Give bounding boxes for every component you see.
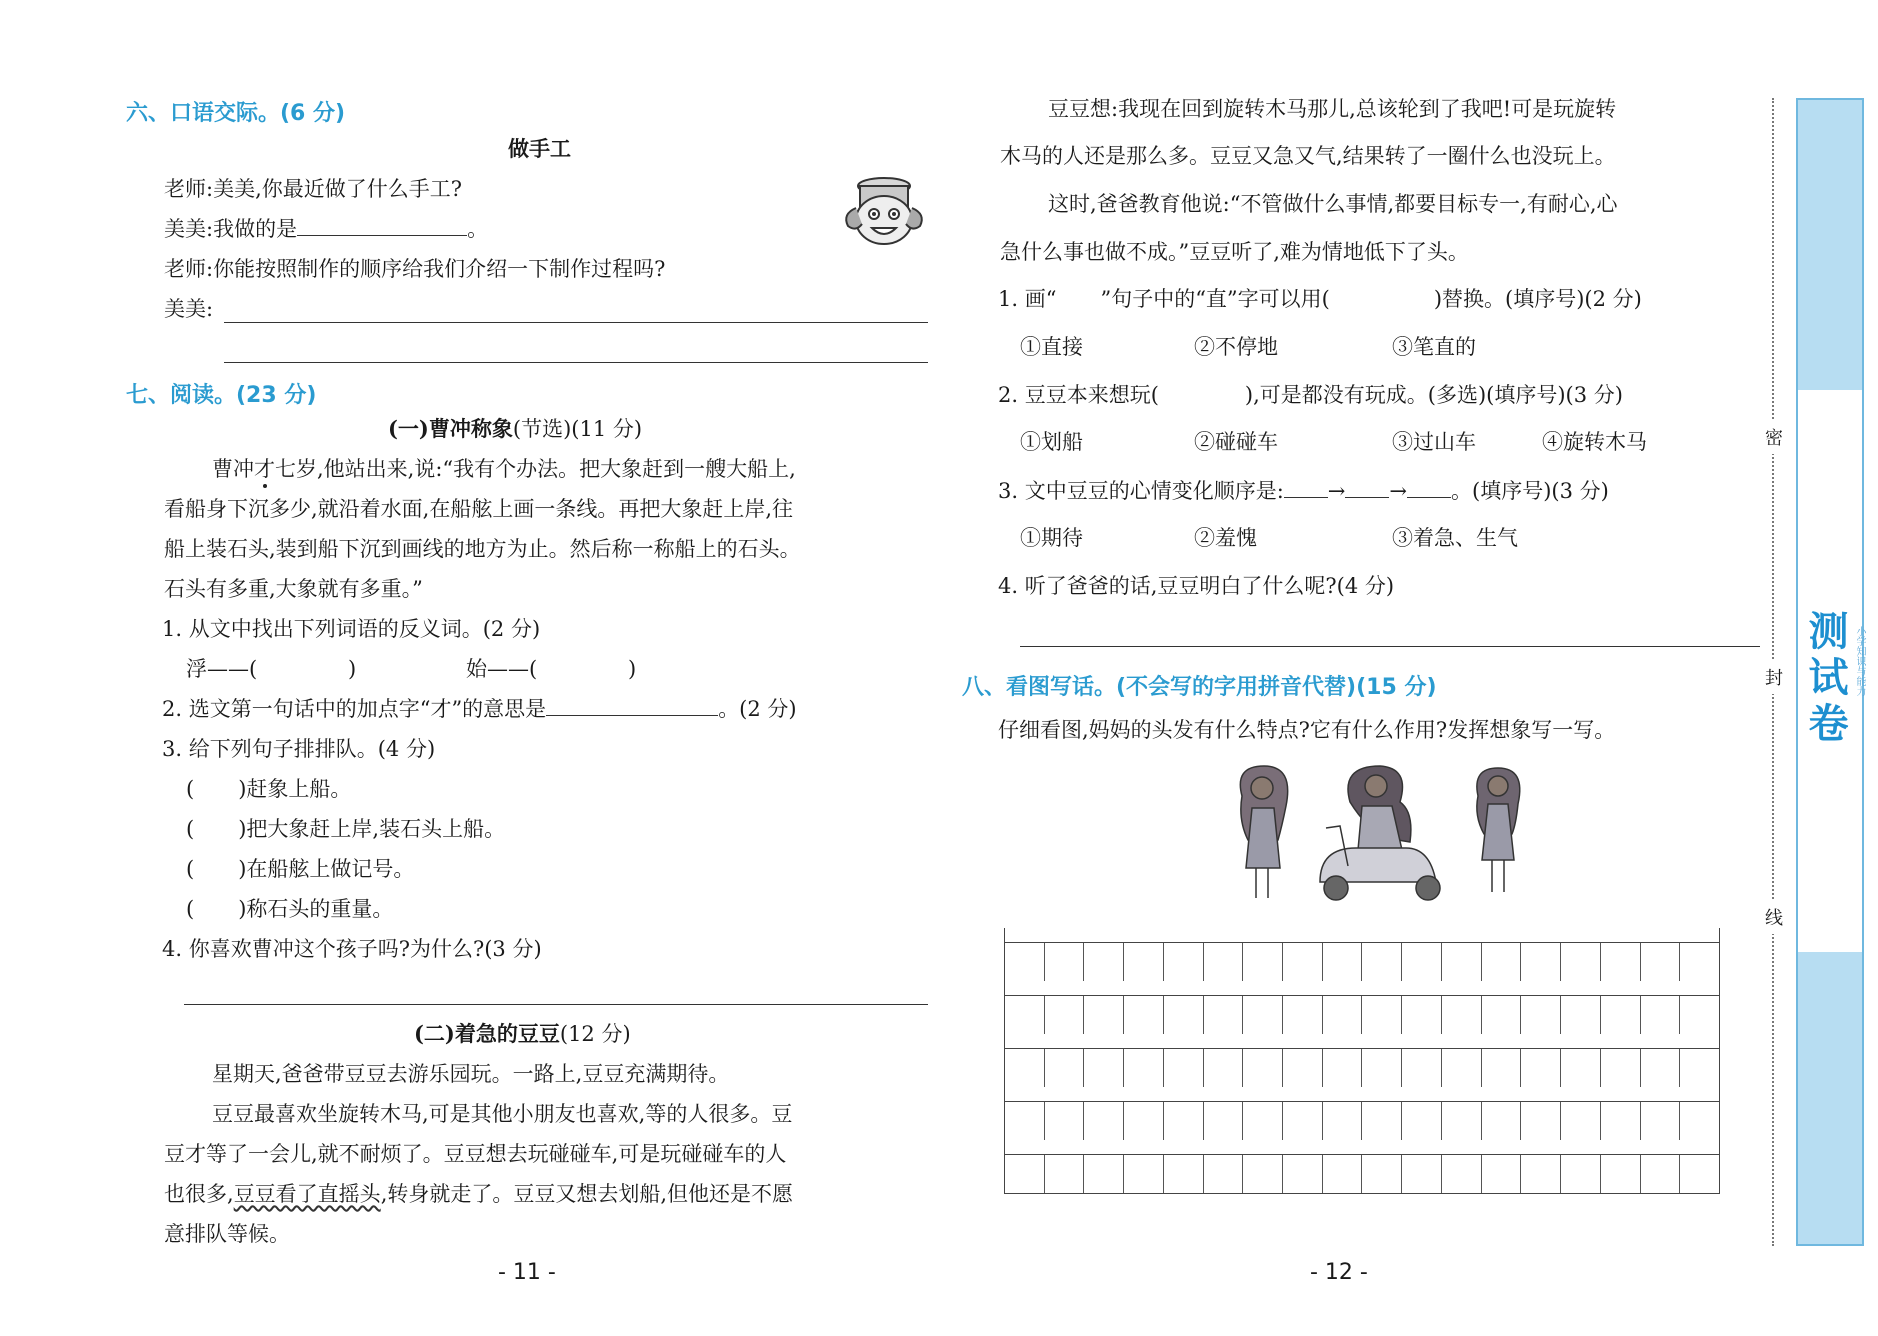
grid-cell[interactable] <box>1283 996 1323 1034</box>
seal-label: 线 <box>1765 900 1783 934</box>
grid-cell[interactable] <box>1482 1102 1522 1140</box>
grid-cell[interactable] <box>1362 943 1402 981</box>
answer-line[interactable] <box>184 1004 928 1005</box>
grid-cell[interactable] <box>1084 1155 1124 1193</box>
grid-cell[interactable] <box>1680 1049 1719 1087</box>
paren-open: ( <box>186 817 195 841</box>
question-2-score: 。(2 分) <box>718 697 797 721</box>
question-1: 1. 从文中找出下列词语的反义词。(2 分) <box>162 617 541 641</box>
section-7-title: 七、阅读。(23 分) <box>126 383 317 408</box>
option[interactable]: ③笔直的 <box>1392 335 1476 359</box>
antonym-1[interactable]: 浮——( <box>186 657 258 681</box>
grid-cell[interactable] <box>1601 1155 1641 1193</box>
seal-label: 封 <box>1765 660 1783 694</box>
right-question-1 <box>998 289 1642 310</box>
grid-cell[interactable] <box>1124 943 1164 981</box>
grid-cell[interactable] <box>1362 1102 1402 1140</box>
grid-cell[interactable] <box>1680 1155 1719 1193</box>
girl-figure-right <box>1477 768 1520 892</box>
grid-cell[interactable] <box>1641 1155 1681 1193</box>
reading-1-para-line: 看船身下沉多少,就沿着水面,在船舷上画一条线。再把大象赶上岸,往 <box>164 497 794 521</box>
option[interactable]: ③着急、生气 <box>1392 526 1518 550</box>
reading-2-para-line: 豆豆最喜欢坐旋转木马,可是其他小朋友也喜欢,等的人很多。豆 <box>212 1102 793 1126</box>
grid-cell[interactable] <box>1283 943 1323 981</box>
grid-cell[interactable] <box>1283 1155 1323 1193</box>
grid-cell[interactable] <box>1561 1155 1601 1193</box>
grid-cell[interactable] <box>1204 996 1244 1034</box>
question-2-text: 2. 选文第一句话中的加点字“才”的意思是 <box>162 697 547 721</box>
grid-cell[interactable] <box>1323 1049 1363 1087</box>
option[interactable]: ①直接 <box>1020 335 1083 359</box>
grid-cell[interactable] <box>1124 1049 1164 1087</box>
grid-cell[interactable] <box>1680 996 1719 1034</box>
wavy-underlined-sentence: 豆豆看了直摇头 <box>233 1182 381 1206</box>
reading-2-para-line: 意排队等候。 <box>164 1222 290 1246</box>
grid-cell[interactable] <box>1561 1102 1601 1140</box>
dialog-line-2-end: 。 <box>467 217 489 241</box>
grid-cell[interactable] <box>1045 996 1085 1034</box>
grid-cell[interactable] <box>1084 1049 1124 1087</box>
paren-close: ) <box>348 657 357 681</box>
grid-cell[interactable] <box>1084 1102 1124 1140</box>
grid-spacer <box>1004 928 1720 942</box>
order-item-text: )称石头的重量。 <box>238 897 394 921</box>
grid-cell[interactable] <box>1243 1049 1283 1087</box>
text-run: 曹冲 <box>212 457 254 481</box>
grid-cell[interactable] <box>1601 943 1641 981</box>
reading-2-para-line: 星期天,爸爸带豆豆去游乐园玩。一路上,豆豆充满期待。 <box>212 1062 730 1086</box>
right-question-2 <box>998 385 1623 406</box>
option[interactable]: ②碰碰车 <box>1194 430 1278 454</box>
reading-2-para-line <box>164 1184 793 1205</box>
grid-cell[interactable] <box>1561 996 1601 1034</box>
answer-blank[interactable] <box>297 235 467 236</box>
band-segment <box>1798 100 1862 390</box>
seal-label: 密 <box>1765 420 1783 454</box>
option[interactable]: ②不停地 <box>1194 335 1278 359</box>
grid-cell[interactable] <box>1045 943 1085 981</box>
grid-cell[interactable] <box>1641 1102 1681 1140</box>
grid-cell[interactable] <box>1283 1049 1323 1087</box>
right-question-3 <box>998 481 1609 502</box>
grid-cell[interactable] <box>1164 1049 1204 1087</box>
grid-cell[interactable] <box>1442 1102 1482 1140</box>
reading-2-para-line: 急什么事也做不成。”豆豆听了,难为情地低下了头。 <box>1000 240 1469 264</box>
question-score: 。(填序号)(3 分) <box>1451 479 1609 503</box>
grid-cell[interactable] <box>1482 1049 1522 1087</box>
writing-prompt: 仔细看图,妈妈的头发有什么特点?它有什么作用?发挥想象写一写。 <box>998 718 1616 742</box>
girl-figure-left <box>1240 766 1287 898</box>
reading-2-title-score: (12 分) <box>559 1022 631 1046</box>
right-question-4: 4. 听了爸爸的话,豆豆明白了什么呢?(4 分) <box>998 574 1395 598</box>
order-item-1[interactable] <box>186 779 351 800</box>
grid-cell[interactable] <box>1641 1049 1681 1087</box>
answer-blank[interactable] <box>1284 497 1328 498</box>
band-title: 测试卷 <box>1802 610 1848 748</box>
grid-cell[interactable] <box>1204 943 1244 981</box>
answer-line[interactable] <box>1020 646 1760 647</box>
section-6-title: 六、口语交际。(6 分) <box>126 101 346 126</box>
grid-cell[interactable] <box>1482 996 1522 1034</box>
grid-row <box>1004 1101 1720 1140</box>
option[interactable]: ④旋转木马 <box>1542 430 1647 454</box>
answer-blank[interactable] <box>1345 497 1389 498</box>
order-item-4[interactable] <box>186 899 393 920</box>
grid-cell[interactable] <box>1045 1155 1085 1193</box>
grid-cell[interactable] <box>1521 996 1561 1034</box>
order-item-text: )赶象上船。 <box>238 777 352 801</box>
grid-cell[interactable] <box>1680 943 1719 981</box>
grid-cell[interactable] <box>1045 1049 1085 1087</box>
option[interactable]: ①划船 <box>1020 430 1083 454</box>
grid-cell[interactable] <box>1402 1049 1442 1087</box>
arrow: → <box>1389 479 1408 503</box>
option[interactable]: ③过山车 <box>1392 430 1476 454</box>
answer-line[interactable] <box>224 322 928 323</box>
order-item-2[interactable] <box>186 819 505 840</box>
grid-cell[interactable] <box>1005 996 1045 1034</box>
paren-open: ( <box>186 777 195 801</box>
dialog-line-3: 老师:你能按照制作的顺序给我们介绍一下制作过程吗? <box>164 257 666 281</box>
reading-2-title <box>414 1023 631 1045</box>
grid-cell[interactable] <box>1243 1102 1283 1140</box>
grid-spacer <box>1004 1140 1720 1154</box>
question-text: 3. 文中豆豆的心情变化顺序是: <box>998 479 1284 503</box>
grid-cell[interactable] <box>1005 943 1045 981</box>
band-segment <box>1798 952 1862 1244</box>
paren-close: ) <box>628 657 637 681</box>
grid-cell[interactable] <box>1005 1102 1045 1140</box>
grid-cell[interactable] <box>1204 1155 1244 1193</box>
craft-robot-illustration <box>830 168 930 258</box>
grid-cell[interactable] <box>1323 996 1363 1034</box>
question-score: )替换。(填序号)(2 分) <box>1433 287 1642 311</box>
answer-line[interactable] <box>224 362 928 363</box>
grid-cell[interactable] <box>1243 996 1283 1034</box>
reading-2-para-line: 豆才等了一会儿,就不耐烦了。豆豆想去玩碰碰车,可是玩碰碰车的人 <box>164 1142 787 1166</box>
grid-cell[interactable] <box>1243 1155 1283 1193</box>
question-score: ),可是都没有玩成。(多选)(填序号)(3 分) <box>1244 383 1623 407</box>
grid-cell[interactable] <box>1283 1102 1323 1140</box>
grid-cell[interactable] <box>1164 1102 1204 1140</box>
writing-grid[interactable] <box>1004 928 1720 1194</box>
antonym-2[interactable]: 始——( <box>466 657 538 681</box>
reading-1-title <box>388 418 642 440</box>
order-item-text: )在船舷上做记号。 <box>238 857 415 881</box>
grid-spacer <box>1004 1034 1720 1048</box>
reading-1-para-line <box>212 459 796 480</box>
grid-cell[interactable] <box>1124 1102 1164 1140</box>
grid-cell[interactable] <box>1521 943 1561 981</box>
grid-cell[interactable] <box>1561 943 1601 981</box>
grid-cell[interactable] <box>1323 1155 1363 1193</box>
grid-cell[interactable] <box>1680 1102 1719 1140</box>
option[interactable]: ②羞愧 <box>1194 526 1257 550</box>
mother-on-scooter-figure <box>1320 766 1440 900</box>
grid-cell[interactable] <box>1164 943 1204 981</box>
grid-cell[interactable] <box>1521 1049 1561 1087</box>
grid-spacer <box>1004 981 1720 995</box>
grid-cell[interactable] <box>1442 943 1482 981</box>
grid-cell[interactable] <box>1084 996 1124 1034</box>
page-number: - 11 - <box>498 1260 556 1285</box>
grid-cell[interactable] <box>1323 1102 1363 1140</box>
question-text: 2. 豆豆本来想玩( <box>998 383 1159 407</box>
text-run: 也很多, <box>164 1182 234 1206</box>
grid-cell[interactable] <box>1402 996 1442 1034</box>
grid-cell[interactable] <box>1641 943 1681 981</box>
question-2 <box>162 699 797 720</box>
grid-spacer <box>1004 1087 1720 1101</box>
dialog-line-2-text: 美美:我做的是 <box>164 217 298 241</box>
question-text: 1. 画“ <box>998 287 1057 311</box>
dialog-line-1: 老师:美美,你最近做了什么手工? <box>164 177 463 201</box>
grid-cell[interactable] <box>1442 996 1482 1034</box>
dotted-char: 才 <box>254 457 275 481</box>
writing-picture <box>1230 762 1550 912</box>
dialog-line-4: 美美: <box>164 297 214 321</box>
grid-cell[interactable] <box>1402 1102 1442 1140</box>
arrow: → <box>1327 479 1346 503</box>
grid-cell[interactable] <box>1164 1155 1204 1193</box>
grid-cell[interactable] <box>1641 996 1681 1034</box>
grid-cell[interactable] <box>1521 1155 1561 1193</box>
grid-cell[interactable] <box>1045 1102 1085 1140</box>
order-item-text: )把大象赶上岸,装石头上船。 <box>238 817 506 841</box>
grid-cell[interactable] <box>1204 1049 1244 1087</box>
grid-cell[interactable] <box>1243 943 1283 981</box>
dialog-line-2 <box>164 219 488 240</box>
question-4: 4. 你喜欢曹冲这个孩子吗?为什么?(3 分) <box>162 937 542 961</box>
reading-1-title-main: (一)曹冲称象 <box>388 416 513 441</box>
page-number: - 12 - <box>1310 1260 1368 1285</box>
question-text: ”句子中的“直”字可以用( <box>1100 287 1330 311</box>
grid-cell[interactable] <box>1204 1102 1244 1140</box>
grid-cell[interactable] <box>1521 1102 1561 1140</box>
grid-row <box>1004 1048 1720 1087</box>
grid-cell[interactable] <box>1402 1155 1442 1193</box>
grid-cell[interactable] <box>1561 1049 1601 1087</box>
dialog-title: 做手工 <box>508 136 571 161</box>
paren-open: ( <box>186 897 195 921</box>
grid-cell[interactable] <box>1164 996 1204 1034</box>
grid-row <box>1004 942 1720 981</box>
reading-2-title-main: (二)着急的豆豆 <box>414 1021 560 1046</box>
grid-cell[interactable] <box>1362 1155 1402 1193</box>
grid-cell[interactable] <box>1402 943 1442 981</box>
order-item-3[interactable] <box>186 859 414 880</box>
grid-cell[interactable] <box>1601 1049 1641 1087</box>
grid-cell[interactable] <box>1442 1049 1482 1087</box>
question-3: 3. 给下列句子排排队。(4 分) <box>162 737 436 761</box>
grid-cell[interactable] <box>1601 996 1641 1034</box>
grid-cell[interactable] <box>1482 1155 1522 1193</box>
section-8-title: 八、看图写话。(不会写的字用拼音代替)(15 分) <box>962 675 1437 700</box>
grid-cell[interactable] <box>1005 1155 1045 1193</box>
answer-blank[interactable] <box>546 715 718 716</box>
reading-2-para-line: 木马的人还是那么多。豆豆又急又气,结果转了一圈什么也没玩上。 <box>1000 144 1616 168</box>
reading-1-title-score: (节选)(11 分) <box>512 417 643 441</box>
grid-cell[interactable] <box>1362 1049 1402 1087</box>
band-subtitle: 小学知识与能力 <box>1854 626 1865 696</box>
grid-cell[interactable] <box>1442 1155 1482 1193</box>
paren-open: ( <box>186 857 195 881</box>
grid-cell[interactable] <box>1005 1049 1045 1087</box>
grid-cell[interactable] <box>1482 943 1522 981</box>
grid-cell[interactable] <box>1084 943 1124 981</box>
grid-row <box>1004 1154 1720 1194</box>
grid-row <box>1004 995 1720 1034</box>
grid-cell[interactable] <box>1601 1102 1641 1140</box>
option[interactable]: ①期待 <box>1020 526 1083 550</box>
grid-cell[interactable] <box>1362 996 1402 1034</box>
reading-2-para-line: 豆豆想:我现在回到旋转木马那儿,总该轮到了我吧!可是玩旋转 <box>1048 97 1617 121</box>
grid-cell[interactable] <box>1124 996 1164 1034</box>
grid-cell[interactable] <box>1124 1155 1164 1193</box>
text-run: ,转身就走了。豆豆又想去划船,但他还是不愿 <box>380 1182 794 1206</box>
reading-1-para-line: 石头有多重,大象就有多重。” <box>164 577 423 601</box>
grid-cell[interactable] <box>1323 943 1363 981</box>
reading-2-para-line: 这时,爸爸教育他说:“不管做什么事情,都要目标专一,有耐心,心 <box>1048 192 1618 216</box>
text-run: 七岁,他站出来,说:“我有个办法。把大象赶到一艘大船上, <box>275 457 796 481</box>
reading-1-para-line: 船上装石头,装到船下沉到画线的地方为止。然后称一称船上的石头。 <box>164 537 801 561</box>
answer-blank[interactable] <box>1407 497 1451 498</box>
